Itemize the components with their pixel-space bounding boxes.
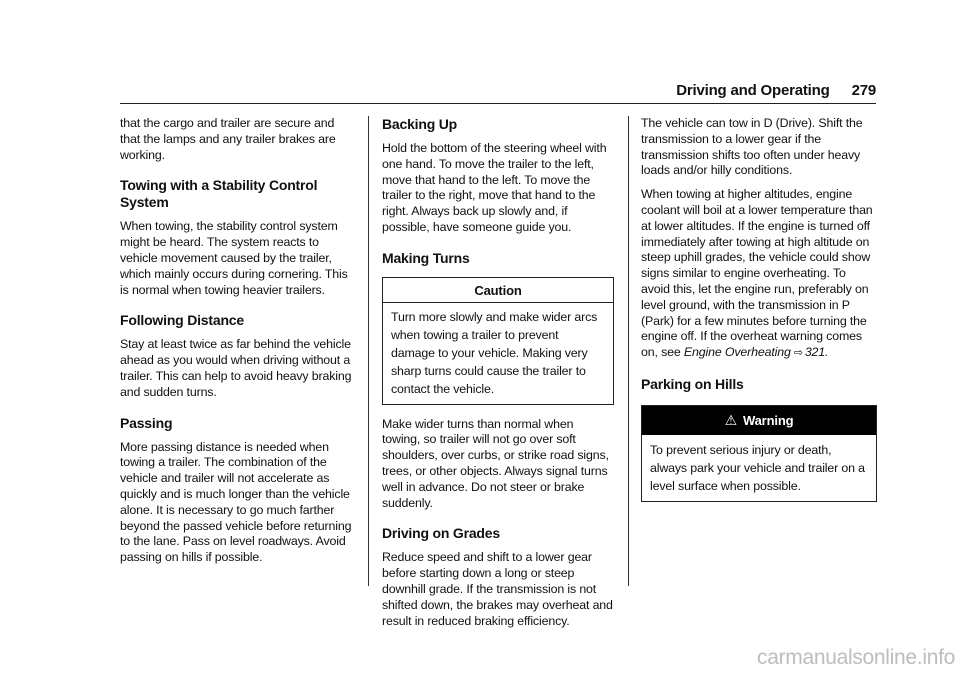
tow-paragraph: The vehicle can tow in D (Drive). Shift the transmission to a lower gear if the transmission shifts too often under heavy loads and/or hilly conditions. (641, 116, 863, 178)
stability-paragraph: When towing, the stability control system might be heard. The system reacts to vehicle movement caused by the trailer, which mainly occurs during cornering. This is normal when towing heavier trailers. (120, 219, 348, 297)
column-divider-1 (368, 116, 369, 586)
caution-title: Caution (383, 278, 613, 303)
column-1 (120, 116, 354, 574)
section-title: Driving and Operating (676, 82, 830, 99)
engine-overheating-page[interactable]: 321. (804, 345, 829, 360)
backing-paragraph: Hold the bottom of the steering wheel with one hand. To move the trailer to the left, move that hand to the left. To move the trailer to the right, move that hand to the right. Always back up slowly and, if possible, have someone guide you. (382, 141, 607, 234)
following-paragraph: Stay at least twice as far behind the vehicle ahead as you would when driving without a trailer. This can help to avoid heavy braking and sudden turns. (120, 337, 352, 399)
grades-heading: Driving on Grades (382, 525, 500, 542)
header-rule (120, 103, 876, 104)
intro-paragraph: that the cargo and trailer are secure and that the lamps and any trailer brakes are working. (120, 116, 336, 162)
warning-title: Warning (742, 412, 794, 428)
page-ref-arrow-icon: ⇨ (793, 347, 803, 360)
stability-heading: Towing with a Stability Control System (120, 177, 318, 211)
warning-box (641, 405, 877, 502)
warning-text: To prevent serious injury or death, always park your vehicle and trailer on a level surface when possible. (650, 442, 865, 493)
warning-title-bar (642, 406, 876, 435)
parking-heading: Parking on Hills (641, 375, 744, 392)
caution-text: Turn more slowly and make wider arcs when towing a trailer to prevent damage to your vehicle. Making very sharp turns could cause the trailer to contact the vehicle. (391, 309, 598, 396)
altitude-paragraph (641, 187, 877, 362)
passing-heading: Passing (120, 414, 173, 431)
grades-paragraph: Reduce speed and shift to a lower gear before starting down a long or steep downhill grade. If the transmission is not shifted down, the brakes may overheat and result in reduced braking efficiency. (382, 550, 613, 628)
column-divider-2 (628, 116, 629, 586)
watermark: carmanualsonline.info (757, 646, 955, 669)
backing-heading: Backing Up (382, 116, 458, 132)
turns-heading: Making Turns (382, 249, 470, 266)
caution-box (382, 277, 614, 405)
column-2 (382, 116, 614, 637)
following-heading: Following Distance (120, 312, 244, 329)
passing-paragraph: More passing distance is needed when towing a trailer. The combination of the vehicle and trailer will not accelerate as quickly and is much longer than the vehicle alone. It is necessary to go much farther beyond the passed vehicle before returning to the lane. Pass on level roadways. Avoid passing on hills if possible. (120, 439, 352, 565)
warning-icon: ⚠ (724, 411, 737, 428)
altitude-text: When towing at higher altitudes, engine coolant will boil at a lower temperature than at lower altitudes. If the engine is turned off immediately after towing at high altitude on steep uphill grades, the vehicle could show signs similar to engine overheating. To avoid this, let the engine run, preferably on level ground, with the transmission in P (Park) for a few minutes before turning the engine off. If the overheat warning comes on, see (641, 187, 873, 360)
turns-paragraph: Make wider turns than normal when towing, so trailer will not go over soft shoulders, over curbs, or strike road signs, trees, or other objects. Always signal turns well in advance. Do not steer or brake suddenly. (382, 416, 609, 510)
column-3 (641, 116, 877, 502)
page-number: 279 (851, 82, 876, 99)
page-header (620, 82, 876, 99)
engine-overheating-link[interactable]: Engine Overheating (683, 345, 791, 360)
